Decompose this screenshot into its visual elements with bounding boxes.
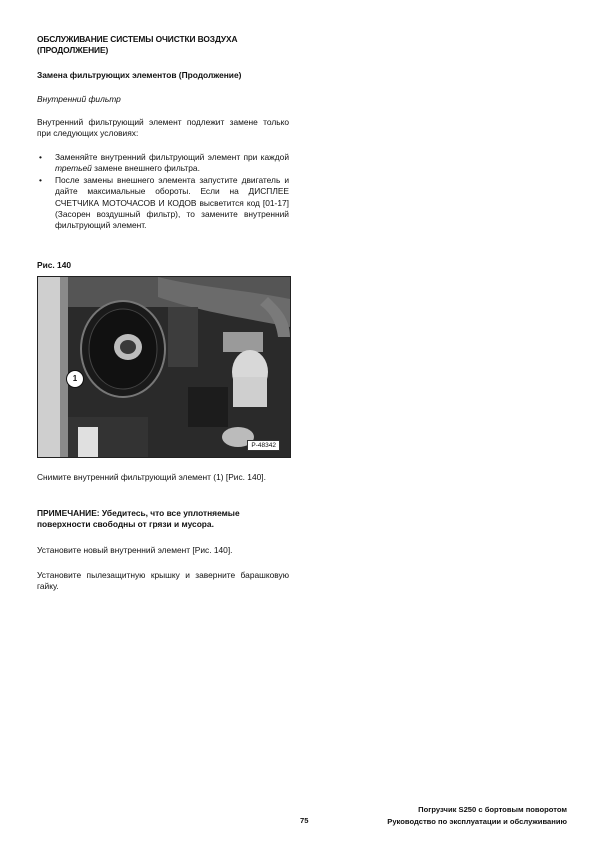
figure-label: Рис. 140 [37,260,72,270]
footer [387,804,567,828]
bullet-text-part: замене внешнего фильтра. [91,163,200,174]
cap-instruction: Установите пылезащитную крышку и заверните барашковую гайку. [37,570,289,592]
remove-instruction: Снимите внутренний фильтрующий элемент (1) [Рис. 140]. [37,472,266,482]
page-title: ОБСЛУЖИВАНИЕ СИСТЕМЫ ОЧИСТКИ ВОЗДУХА (ПРОДОЛЖЕНИЕ) [37,34,238,55]
subsection-heading: Внутренний фильтр [37,94,121,104]
footer-model: Погрузчик S250 с бортовым поворотом [418,805,567,814]
engine-photo [37,276,291,458]
section-subtitle: Замена фильтрующих элементов (Продолжение) [37,70,242,80]
install-instruction: Установите новый внутренний элемент [Рис. 140]. [37,545,233,555]
bullet-icon: • [39,152,42,162]
conditions-list [37,152,289,232]
list-item [37,152,289,175]
list-item [37,175,289,232]
footer-manual: Руководство по эксплуатации и обслуживанию [387,817,567,826]
page-number: 75 [300,816,309,825]
note-block [37,508,289,531]
note-label: ПРИМЕЧАНИЕ: [37,508,100,518]
callout-marker: 1 [66,370,84,388]
figure-code: P-48342 [247,440,280,451]
intro-paragraph: Внутренний фильтрующий элемент подлежит замене только при следующих условиях: [37,117,289,139]
bullet-icon: • [39,174,42,185]
note-text: Убедитесь, что все уплотняемые поверхности свободны от грязи и мусора. [37,508,240,530]
bullet-emphasis: третьей [55,163,92,174]
engine-photo-illustration [38,277,290,457]
bullet-text: После замены внешнего элемента запустите двигатель и дайте максимальные обороты. Если на ДИСПЛЕЕ СЧЕТЧИКА МОТОЧАСОВ И КОДОВ высветится код [01-17] (Засорен воздушный фильтр), то замените внутренний фильтрующий элемент. [55,174,289,231]
bullet-text-part: Заменяйте внутренний фильтрующий элемент при каждой [55,152,289,162]
